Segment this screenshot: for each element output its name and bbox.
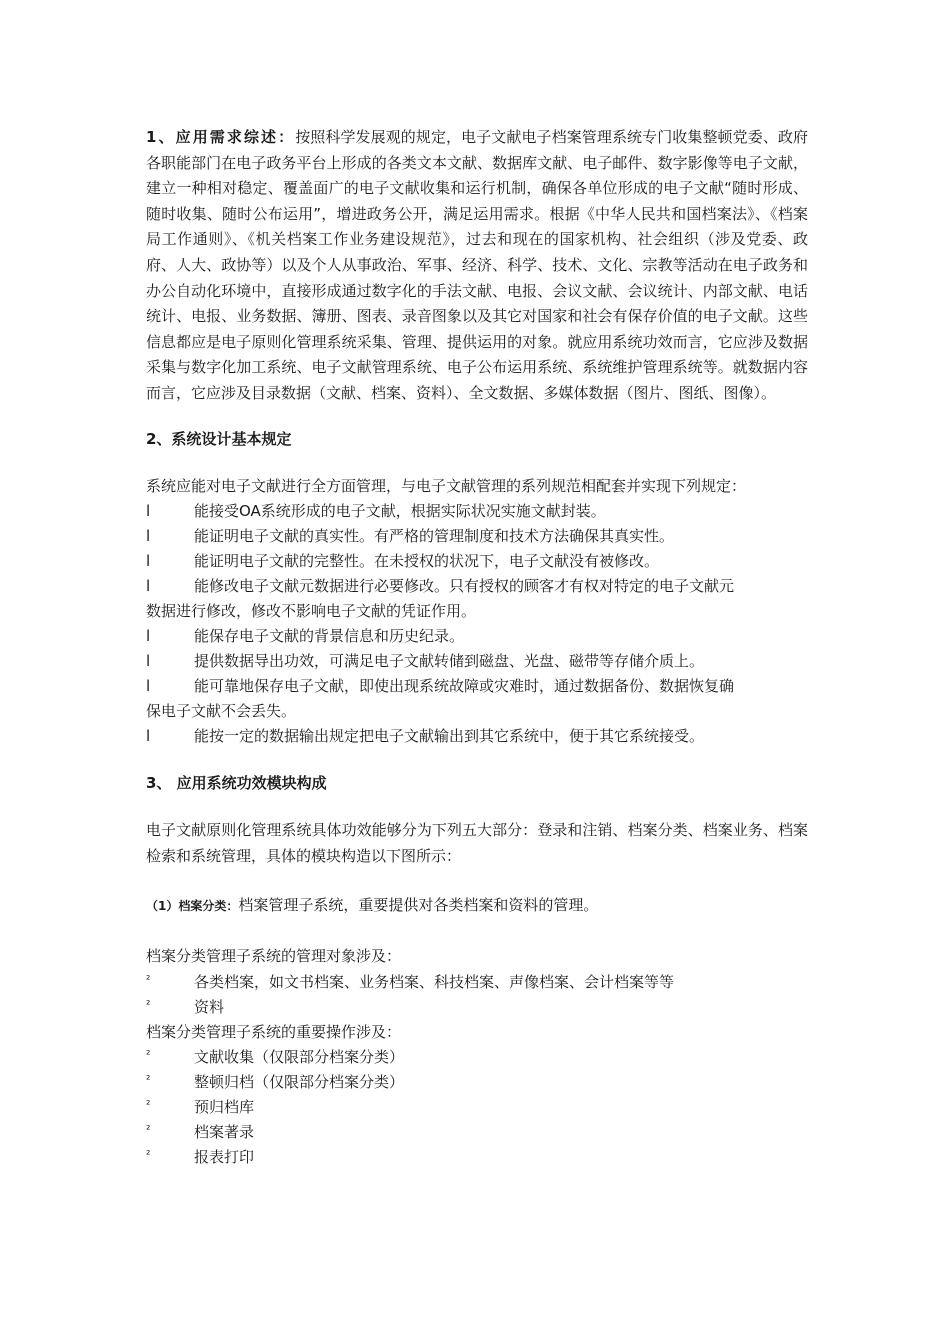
bullet-marker: l [146,502,151,521]
list-item: l 能按一定的数据输出规定把电子文献输出到其它系统中，便于其它系统接受。 [146,724,808,749]
list-item: ² 整顿归档（仅限部分档案分类） [146,1070,808,1095]
list-item: ² 文献收集（仅限部分档案分类） [146,1045,808,1070]
objects-list [146,970,808,1020]
list-item: ² 档案著录 [146,1120,808,1145]
list-item: l 能证明电子文献的完整性。在未授权的状况下，电子文献没有被修改。 [146,549,808,574]
list-item: l 能保存电子文献的背景信息和历史纪录。 [146,624,808,649]
bullet-marker: ² [146,997,151,1011]
bullet-marker: l [146,627,151,646]
bullet-marker: l [146,552,151,571]
bullet-marker: ² [146,972,151,986]
bullet-marker: l [146,577,151,596]
subsection-lead: （1）档案分类： [146,899,239,914]
bullet-marker: ² [146,1048,151,1062]
list-item: l 能可靠地保存电子文献，即使出现系统故障或灾难时，通过数据备份、数据恢复确 保电子文献不会丢失。 [146,674,808,724]
list-item: ² 预归档库 [146,1095,808,1120]
list-item: ² 资料 [146,995,808,1020]
bullet-marker: ² [146,1148,151,1162]
operations-title: 档案分类管理子系统的重要操作涉及： [146,1022,402,1041]
section2-requirements-list [146,499,808,749]
objects-title: 档案分类管理子系统的管理对象涉及： [146,946,402,965]
section1-lead: 1、应用需求综述： [146,128,296,146]
section2-intro: 系统应能对电子文献进行全方面管理，与电子文献管理的系列规范相配套并实现下列规定： [146,476,747,495]
section3-heading: 3、 应用系统功效模块构成 [146,774,327,793]
list-item: ² 报表打印 [146,1145,808,1170]
bullet-marker: l [146,727,151,746]
list-item: l 能接受OA系统形成的电子文献，根据实际状况实施文献封装。 [146,499,808,524]
section2-heading: 2、系统设计基本规定 [146,429,292,448]
bullet-marker: ² [146,1123,151,1137]
document-page [146,125,808,1170]
list-item: l 能证明电子文献的真实性。有严格的管理制度和技术方法确保其真实性。 [146,524,808,549]
list-item: l 能修改电子文献元数据进行必要修改。只有授权的顾客才有权对特定的电子文献元 数据进行修改，修改不影响电子文献的凭证作用。 [146,574,808,624]
operations-list [146,1045,808,1170]
section1-text: 按照科学发展观的规定，电子文献电子档案管理系统专门收集整顿党委、政府各职能部门在电子政务平台上形成的各类文本文献、数据库文献、电子邮件、数字影像等电子文献，建立一种相对稳定、覆盖面广的电子文献收集和运行机制，确保各单位形成的电子文献“随时形成、随时收集、随时公布运用”，增进政务公开，满足运用需求。根据《中华人民共和国档案法》、《档案局工作通则》、《机关档案工作业务建设规范》，过去和现在的国家机构、社会组织（涉及党委、政府、人大、政协等）以及个人从事政治、军事、经济、科学、技术、文化、宗教等活动在电子政务和办公自动化环境中，直接形成通过数字化的手法文献、电报、会议文献、会议统计、内部文献、电话统计、电报、业务数据、簿册、图表、录音图象以及其它对国家和社会有保存价值的电子文献。这些信息都应是电子原则化管理系统采集、管理、提供运用的对象。就应用系统功效而言，它应涉及数据采集与数字化加工系统、电子文献管理系统、电子公布运用系统、系统维护管理系统等。就数据内容而言，它应涉及目录数据（文献、档案、资料）、全文数据、多媒体数据（图片、图纸、图像）。 [146,128,808,402]
bullet-marker: ² [146,1098,151,1112]
bullet-marker: l [146,652,151,671]
bullet-marker: l [146,677,151,696]
bullet-marker: l [146,527,151,546]
section3-intro: 电子文献原则化管理系统具体功效能够分为下列五大部分：登录和注销、档案分类、档案业务、档案检索和系统管理，具体的模块构造以下图所示： [146,821,808,865]
section3-subsection [146,893,808,920]
subsection-text: 档案管理子系统，重要提供对各类档案和资料的管理。 [238,896,599,915]
list-item: l 提供数据导出功效，可满足电子文献转储到磁盘、光盘、磁带等存储介质上。 [146,649,808,674]
section1-paragraph [146,125,808,407]
list-item: ² 各类档案，如文书档案、业务档案、科技档案、声像档案、会计档案等等 [146,970,808,995]
bullet-marker: ² [146,1073,151,1087]
